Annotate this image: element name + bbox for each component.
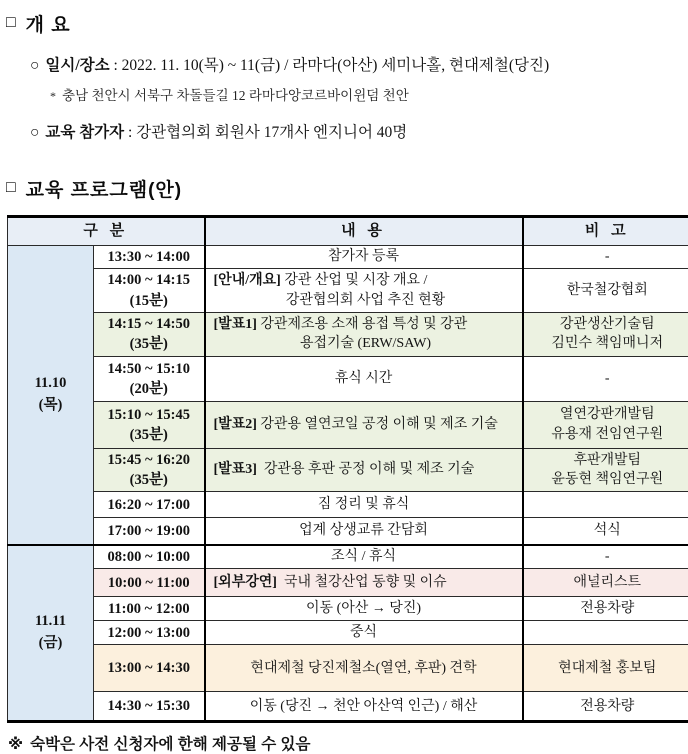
cell-content: 업계 상생교류 간담회 xyxy=(205,518,523,545)
cell-time: 10:00 ~ 11:00 xyxy=(94,569,205,597)
cell-time: 16:20 ~ 17:00 xyxy=(94,492,205,518)
section-title-program xyxy=(6,175,684,202)
day-weekday: (목) xyxy=(12,395,89,417)
day-date: 11.10 xyxy=(12,373,89,395)
schedule-row xyxy=(8,448,688,492)
reference-mark-icon: ※ xyxy=(8,736,23,753)
cell-time: 17:00 ~ 19:00 xyxy=(94,518,205,545)
cell-time: 11:00 ~ 12:00 xyxy=(94,597,205,621)
schedule-row xyxy=(8,312,688,356)
schedule-row xyxy=(8,518,688,545)
cell-content: [외부강연] 국내 철강산업 동향 및 이슈 xyxy=(205,569,523,597)
schedule-row xyxy=(8,645,688,692)
circle-bullet-icon: ○ xyxy=(30,57,39,74)
cell-content: [발표1] 강관제조용 소재 용접 특성 및 강관 용접기술 (ERW/SAW) xyxy=(205,312,523,356)
cell-content: 짐 정리 및 휴식 xyxy=(205,492,523,518)
schedule-row xyxy=(8,492,688,518)
cell-time: 13:00 ~ 14:30 xyxy=(94,645,205,692)
cell-note xyxy=(523,621,688,645)
lodging-note xyxy=(8,732,684,754)
overview-datetime-line xyxy=(30,53,684,75)
cell-content: [안내/개요] 강관 산업 및 시장 개요 / 강관협의회 사업 추진 현황 xyxy=(205,269,523,313)
cell-time: 14:30 ~ 15:30 xyxy=(94,692,205,722)
schedule-row xyxy=(8,545,688,569)
schedule-row xyxy=(8,569,688,597)
address-text: 충남 천안시 서북구 차돌들길 12 라마다앙코르바이윈덤 천안 xyxy=(62,88,409,103)
cell-time: 08:00 ~ 10:00 xyxy=(94,545,205,569)
cell-time: 14:15 ~ 14:50 (35분) xyxy=(94,312,205,356)
day-date: 11.11 xyxy=(12,611,89,633)
cell-time: 13:30 ~ 14:00 xyxy=(94,246,205,269)
schedule-row xyxy=(8,356,688,401)
cell-time: 14:00 ~ 14:15 (15분) xyxy=(94,269,205,313)
datetime-label: 일시/장소 xyxy=(45,57,109,74)
schedule-row xyxy=(8,597,688,621)
cell-day-group xyxy=(8,246,94,545)
circle-bullet-icon: ○ xyxy=(30,124,39,141)
overview-address-line xyxy=(50,84,684,104)
datetime-separator: : xyxy=(110,57,122,74)
cell-note: - xyxy=(523,356,688,401)
cell-time: 12:00 ~ 13:00 xyxy=(94,621,205,645)
cell-note: - xyxy=(523,545,688,569)
cell-day-group xyxy=(8,545,94,722)
overview-participants-line xyxy=(30,120,684,142)
program-title-text: 교육 프로그램(안) xyxy=(26,175,182,202)
schedule-row xyxy=(8,269,688,313)
asterisk-icon: * xyxy=(50,89,56,103)
cell-note: 열연강판개발팀 유용재 전임연구원 xyxy=(523,401,688,448)
cell-content: 현대제철 당진제철소(열연, 후판) 견학 xyxy=(205,645,523,692)
cell-content: 이동 (당진 → 천안 아산역 인근) / 해산 xyxy=(205,692,523,722)
day-weekday: (금) xyxy=(12,633,89,655)
cell-content: [발표2] 강관용 열연코일 공정 이해 및 제조 기술 xyxy=(205,401,523,448)
participants-label: 교육 참가자 xyxy=(45,124,124,141)
cell-note: - xyxy=(523,246,688,269)
table-header-row xyxy=(8,217,688,246)
square-bullet-icon: □ xyxy=(6,179,17,197)
schedule-row xyxy=(8,246,688,269)
square-bullet-icon: □ xyxy=(6,14,17,32)
cell-note: 한국철강협회 xyxy=(523,269,688,313)
cell-note: 전용차량 xyxy=(523,692,688,722)
cell-content: [발표3] 강관용 후판 공정 이해 및 제조 기술 xyxy=(205,448,523,492)
cell-note: 전용차량 xyxy=(523,597,688,621)
participants-separator: : xyxy=(124,124,136,141)
lodging-note-text: 숙박은 사전 신청자에 한해 제공될 수 있음 xyxy=(30,736,310,753)
schedule-row xyxy=(8,692,688,722)
cell-note xyxy=(523,492,688,518)
header-category: 구 분 xyxy=(8,217,205,246)
cell-content: 조식 / 휴식 xyxy=(205,545,523,569)
overview-title-text: 개 요 xyxy=(26,10,71,37)
schedule-row xyxy=(8,621,688,645)
cell-time: 15:10 ~ 15:45 (35분) xyxy=(94,401,205,448)
cell-note: 현대제철 홍보팀 xyxy=(523,645,688,692)
cell-content: 중식 xyxy=(205,621,523,645)
cell-time: 15:45 ~ 16:20 (35분) xyxy=(94,448,205,492)
header-content: 내 용 xyxy=(205,217,523,246)
participants-value: 강관협의회 회원사 17개사 엔지니어 40명 xyxy=(136,124,407,141)
cell-content: 이동 (아산 → 당진) xyxy=(205,597,523,621)
cell-note: 강관생산기술팀 김민수 책임매니저 xyxy=(523,312,688,356)
cell-time: 14:50 ~ 15:10 (20분) xyxy=(94,356,205,401)
cell-note: 애널리스트 xyxy=(523,569,688,597)
program-schedule-table xyxy=(7,215,688,723)
section-title-overview xyxy=(6,10,684,37)
cell-content: 휴식 시간 xyxy=(205,356,523,401)
cell-note: 후판개발팀 윤동현 책임연구원 xyxy=(523,448,688,492)
cell-content: 참가자 등록 xyxy=(205,246,523,269)
cell-note: 석식 xyxy=(523,518,688,545)
header-remarks: 비 고 xyxy=(523,217,688,246)
datetime-value: 2022. 11. 10(목) ~ 11(금) / 라마다(아산) 세미나홀, 현대제철(당진) xyxy=(122,57,550,74)
schedule-row xyxy=(8,401,688,448)
